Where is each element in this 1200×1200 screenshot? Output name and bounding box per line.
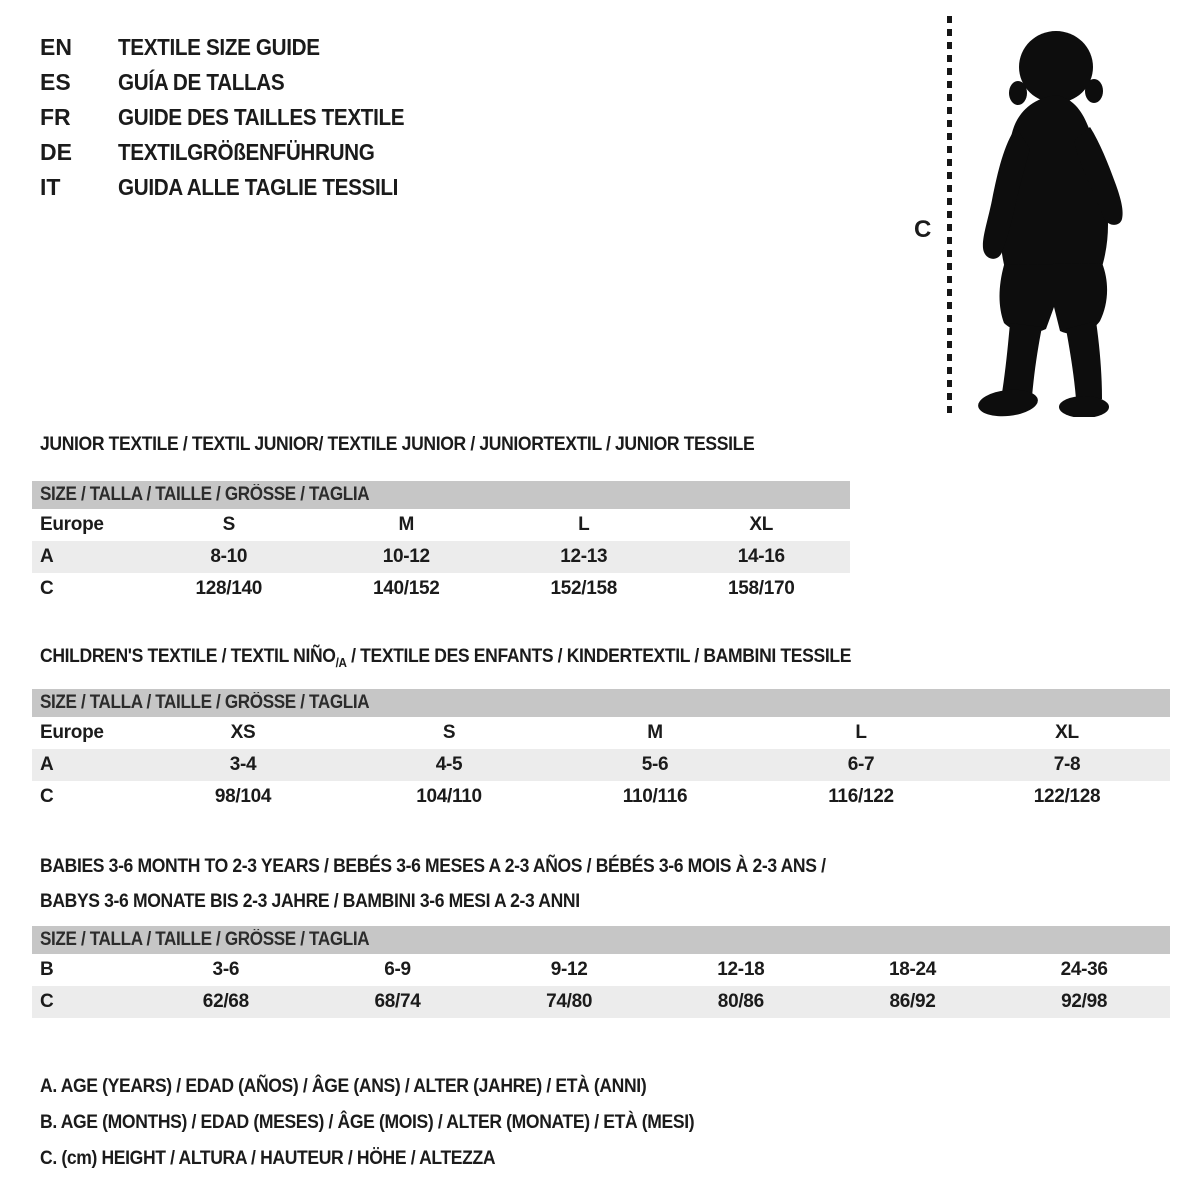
table-cell: 24-36 bbox=[1060, 959, 1108, 980]
table-cell: 12-13 bbox=[560, 546, 608, 567]
table-cell: 10-12 bbox=[382, 546, 430, 567]
measure-legend bbox=[40, 1068, 767, 1176]
table-cell: XL bbox=[749, 514, 774, 535]
table-cell: 152/158 bbox=[550, 578, 618, 599]
table-cell: XL bbox=[1055, 722, 1079, 743]
table-cell: C bbox=[40, 578, 54, 599]
table-cell: L bbox=[578, 514, 590, 535]
language-code: IT bbox=[40, 174, 61, 200]
table-row bbox=[32, 749, 1170, 781]
legend-line: A. AGE (YEARS) / EDAD (AÑOS) / ÂGE (ANS) / ALTER (JAHRE) / ETÀ (ANNI) bbox=[40, 1075, 647, 1097]
table-cell: S bbox=[222, 514, 235, 535]
table-cell: 92/98 bbox=[1061, 991, 1108, 1012]
table-cell: 110/116 bbox=[622, 786, 688, 807]
table-cell: 6-9 bbox=[384, 959, 411, 980]
table-cell: 98/104 bbox=[214, 786, 272, 807]
table-cell: 18-24 bbox=[888, 959, 937, 980]
table-row bbox=[32, 954, 1170, 986]
table-cell: 9-12 bbox=[550, 959, 588, 980]
table-cell: 8-10 bbox=[210, 546, 248, 567]
table-cell: 122/128 bbox=[1033, 786, 1101, 807]
table-header-label: SIZE / TALLA / TAILLE / GRÖSSE / TAGLIA bbox=[40, 929, 370, 950]
table-cell: 14-16 bbox=[737, 546, 785, 567]
table-row bbox=[32, 509, 850, 541]
table-cell: 12-18 bbox=[717, 959, 765, 980]
table-cell: 62/68 bbox=[202, 991, 249, 1012]
junior-size-table bbox=[32, 481, 850, 605]
legend-line: B. AGE (MONTHS) / EDAD (MESES) / ÂGE (MOIS) / ALTER (MONATE) / ETÀ (MESI) bbox=[40, 1111, 695, 1133]
language-row bbox=[40, 30, 436, 65]
table-cell: 74/80 bbox=[546, 991, 593, 1012]
table-cell: 86/92 bbox=[889, 991, 936, 1012]
language-code: FR bbox=[40, 104, 71, 130]
table-cell: M bbox=[398, 514, 415, 535]
table-cell: 3-6 bbox=[212, 959, 240, 980]
language-code: ES bbox=[40, 69, 71, 95]
table-header-bar bbox=[32, 481, 850, 509]
language-code: DE bbox=[40, 139, 72, 165]
language-title: GUIDE DES TAILLES TEXTILE bbox=[118, 104, 405, 130]
table-cell: M bbox=[647, 722, 663, 743]
table-row bbox=[32, 541, 850, 573]
height-dashed-line bbox=[947, 16, 952, 416]
table-cell: Europe bbox=[40, 722, 104, 743]
language-title: TEXTILGRÖßENFÜHRUNG bbox=[118, 139, 375, 165]
table-cell: 3-4 bbox=[229, 754, 257, 775]
babies-size-table bbox=[32, 926, 1170, 1018]
table-cell: Europe bbox=[40, 514, 104, 535]
table-cell: 116/122 bbox=[828, 786, 894, 807]
table-cell: C bbox=[40, 786, 54, 807]
language-list bbox=[40, 30, 436, 205]
table-cell: 158/170 bbox=[727, 578, 795, 599]
table-header-label: SIZE / TALLA / TAILLE / GRÖSSE / TAGLIA bbox=[40, 692, 370, 713]
language-title: GUIDA ALLE TAGLIE TESSILI bbox=[118, 174, 399, 200]
table-cell: 80/86 bbox=[717, 991, 764, 1012]
table-cell: 5-6 bbox=[641, 754, 669, 775]
table-cell: C bbox=[40, 991, 54, 1012]
language-title: TEXTILE SIZE GUIDE bbox=[118, 34, 320, 60]
children-size-table bbox=[32, 689, 1170, 813]
language-code: EN bbox=[40, 34, 72, 60]
table-cell: S bbox=[442, 722, 456, 743]
table-header-bar bbox=[32, 926, 1170, 954]
table-row bbox=[32, 717, 1170, 749]
table-cell: 104/110 bbox=[416, 786, 482, 807]
table-cell: 7-8 bbox=[1053, 754, 1081, 775]
children-table-title: CHILDREN'S TEXTILE / TEXTIL $NIÑO_{/A}$ / TEXTILE DES ENFANTS / KINDERTEXTIL / BAMBINI TESSILE bbox=[40, 645, 852, 670]
height-measure-label: C bbox=[914, 216, 932, 243]
table-cell: 6-7 bbox=[847, 754, 875, 775]
toddler-silhouette-image bbox=[968, 15, 1136, 417]
table-cell: 68/74 bbox=[374, 991, 421, 1012]
junior-table-title: JUNIOR TEXTILE / TEXTIL JUNIOR/ TEXTILE JUNIOR / JUNIORTEXTIL / JUNIOR TESSILE bbox=[40, 433, 755, 455]
table-header-bar bbox=[32, 689, 1170, 717]
language-row bbox=[40, 135, 436, 170]
language-title: GUÍA DE TALLAS bbox=[118, 69, 285, 95]
babies-table-title: BABIES 3-6 MONTH TO 2-3 YEARS / BEBÉS 3-6 MESES A 2-3 AÑOS / BÉBÉS 3-6 MOIS À 2-3 ANS / BABYS 3-6 MONATE BIS 2-3 JAHRE / BAMBINI 3-6 MESI A 2-3 ANNI bbox=[40, 855, 826, 912]
table-cell: A bbox=[40, 546, 54, 567]
table-cell: 128/140 bbox=[195, 578, 263, 599]
table-cell: 140/152 bbox=[372, 578, 440, 599]
language-row bbox=[40, 65, 436, 100]
language-row bbox=[40, 170, 436, 205]
table-cell: B bbox=[40, 959, 54, 980]
table-cell: 4-5 bbox=[435, 754, 463, 775]
table-cell: L bbox=[855, 722, 867, 743]
table-row bbox=[32, 781, 1170, 813]
table-cell: A bbox=[40, 754, 54, 775]
table-row bbox=[32, 986, 1170, 1018]
table-header-label: SIZE / TALLA / TAILLE / GRÖSSE / TAGLIA bbox=[40, 484, 370, 505]
legend-line: C. (cm) HEIGHT / ALTURA / HAUTEUR / HÖHE / ALTEZZA bbox=[40, 1147, 496, 1169]
table-row bbox=[32, 573, 850, 605]
language-row bbox=[40, 100, 436, 135]
table-cell: XS bbox=[230, 722, 256, 743]
